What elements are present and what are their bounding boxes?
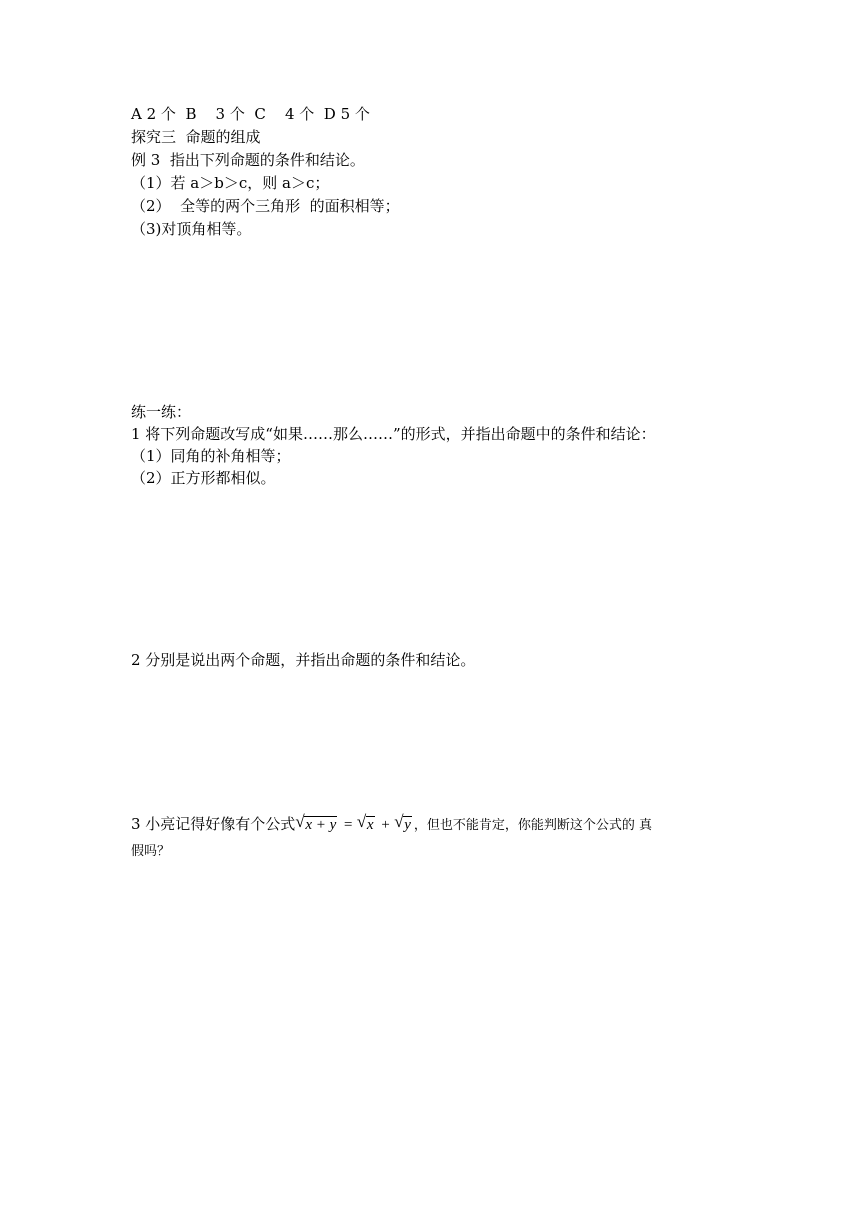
answer-options: A 2 个 B 3 个 C 4 个 D 5 个 bbox=[131, 105, 370, 123]
radical-sign-icon: √ bbox=[394, 812, 404, 831]
example-item-1: （1）若 a＞b＞c，则 a＞c； bbox=[131, 174, 330, 192]
example-item-3: （3)对顶角相等。 bbox=[131, 220, 252, 238]
sqrt-y: √ y bbox=[394, 812, 411, 833]
practice-question-1: 1 将下列命题改写成“如果……那么……”的形式，并指出命题中的条件和结论： bbox=[131, 425, 656, 443]
formula-equals: = bbox=[339, 817, 357, 833]
question-3-line-2: 假吗？ bbox=[131, 844, 171, 859]
radical-sign-icon: √ bbox=[356, 812, 367, 831]
radical-sign-icon: √ bbox=[295, 812, 305, 831]
practice-question-2: 2 分别是说出两个命题，并指出命题的条件和结论。 bbox=[131, 651, 476, 669]
practice-item-2: （2）正方形都相似。 bbox=[131, 469, 276, 487]
section-heading: 探究三 命题的组成 bbox=[131, 128, 261, 146]
question-3-tail: ，但也不能肯定，你能判断这个公式的 真 bbox=[413, 818, 652, 833]
sqrt-x: √ x bbox=[356, 812, 374, 833]
practice-question-3 bbox=[131, 812, 731, 864]
practice-heading: 练一练： bbox=[131, 403, 192, 421]
question-3-intro: 3 小亮记得好像有个公式 bbox=[131, 815, 296, 833]
example-title: 例 3 指出下列命题的条件和结论。 bbox=[131, 151, 365, 169]
practice-item-1: （1）同角的补角相等； bbox=[131, 447, 291, 465]
formula bbox=[295, 812, 414, 833]
formula-plus: + bbox=[376, 817, 395, 833]
sqrt-lhs: √ x + y bbox=[295, 812, 337, 833]
example-item-2: （2） 全等的两个三角形 的面积相等； bbox=[131, 197, 400, 215]
